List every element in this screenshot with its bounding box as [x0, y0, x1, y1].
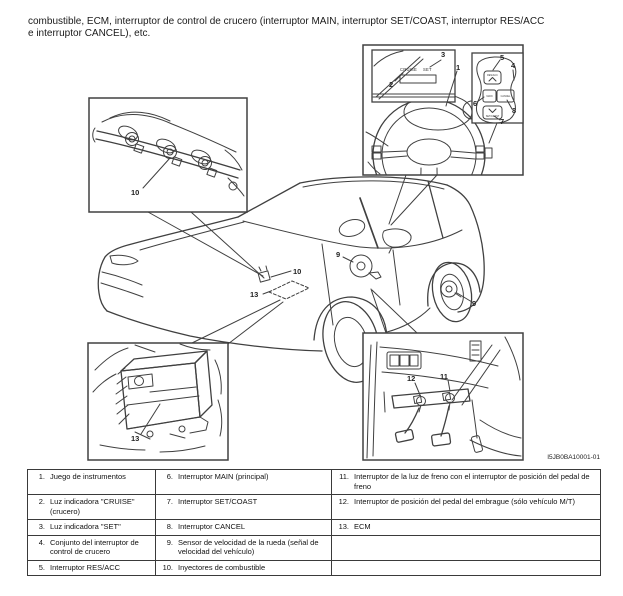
subinset-instrument-cluster — [372, 50, 455, 102]
legend-item-4: 4. Conjunto del interruptor de control de crucero — [28, 535, 156, 560]
legend-item-8: 8. Interruptor CANCEL — [156, 520, 332, 536]
set-indicator-label: SET — [423, 67, 432, 72]
legend-item-10: 10. Inyectores de combustible — [156, 560, 332, 576]
callout-1: 1 — [456, 63, 461, 72]
legend-item-12: 12. Interruptor de posición del pedal del embrague (sólo vehículo M/T) — [332, 495, 601, 520]
ecm-location-outline — [269, 281, 309, 299]
legend-item-2: 2. Luz indicadora "CRUISE" (crucero) — [28, 495, 156, 520]
intro-line-2: e interruptor CANCEL), etc. — [28, 28, 151, 39]
callout-9-front: 9 — [336, 250, 341, 259]
callout-5: 5 — [500, 53, 505, 62]
legend-item-empty-2 — [332, 560, 601, 576]
legend-row-4 — [28, 535, 601, 560]
inset-fuel-injectors — [89, 98, 247, 212]
callout-13-inset: 13 — [131, 434, 140, 443]
legend-row-3 — [28, 520, 601, 536]
legend-row-2 — [28, 495, 601, 520]
legend-item-9: 9. Sensor de velocidad de la rueda (señal de velocidad del vehículo) — [156, 535, 332, 560]
callout-8: 8 — [512, 106, 517, 115]
set-coast-button-label: SET/COAST — [485, 115, 500, 118]
figure-code: I5JB0BA10001-01 — [547, 454, 600, 461]
cruise-indicator-label: CRUISE — [400, 67, 418, 72]
legend-item-6: 6. Interruptor MAIN (principal) — [156, 470, 332, 495]
legend-item-empty-1 — [332, 535, 601, 560]
subinset-cruise-switches — [472, 53, 523, 126]
legend-item-1: 1. Juego de instrumentos — [28, 470, 156, 495]
legend-item-5: 5. Interruptor RES/ACC — [28, 560, 156, 576]
callout-3: 3 — [441, 50, 446, 59]
callout-10-inset: 10 — [131, 188, 140, 197]
callout-13-car: 13 — [250, 290, 259, 299]
inset-ecm — [88, 343, 228, 460]
callout-9-rear: 9 — [472, 299, 477, 308]
callout-2: 2 — [389, 80, 394, 89]
legend-item-3: 3. Luz indicadora "SET" — [28, 520, 156, 536]
legend-row-1 — [28, 470, 601, 495]
callout-11: 11 — [440, 372, 448, 381]
callout-4: 4 — [511, 61, 516, 70]
rear-wheel-speed-sensor — [441, 281, 461, 297]
callout-12: 12 — [407, 374, 416, 383]
callout-10-car: 10 — [293, 267, 302, 276]
legend-table — [27, 469, 601, 576]
headlight — [110, 255, 138, 265]
res-acc-button-label: RES/ACC — [487, 74, 498, 77]
callout-7: 7 — [500, 117, 505, 126]
callout-6: 6 — [473, 99, 478, 108]
legend-item-11: 11. Interruptor de la luz de freno con el interruptor de posición del pedal de freno — [332, 470, 601, 495]
legend-item-7: 7. Interruptor SET/COAST — [156, 495, 332, 520]
cancel-button-label: CANCEL — [500, 95, 511, 98]
inset-pedals — [363, 333, 523, 460]
intro-line-1: combustible, ECM, interruptor de control de crucero (interruptor MAIN, interruptor SET/COAST, interruptor RES/ACC — [28, 16, 545, 27]
legend-row-5 — [28, 560, 601, 576]
inset-steering-wheel — [363, 45, 523, 211]
legend-item-13: 13. ECM — [332, 520, 601, 536]
main-button-label: MAIN — [486, 95, 493, 98]
side-mirror — [383, 229, 411, 247]
front-wheel-speed-sensor — [350, 255, 381, 279]
